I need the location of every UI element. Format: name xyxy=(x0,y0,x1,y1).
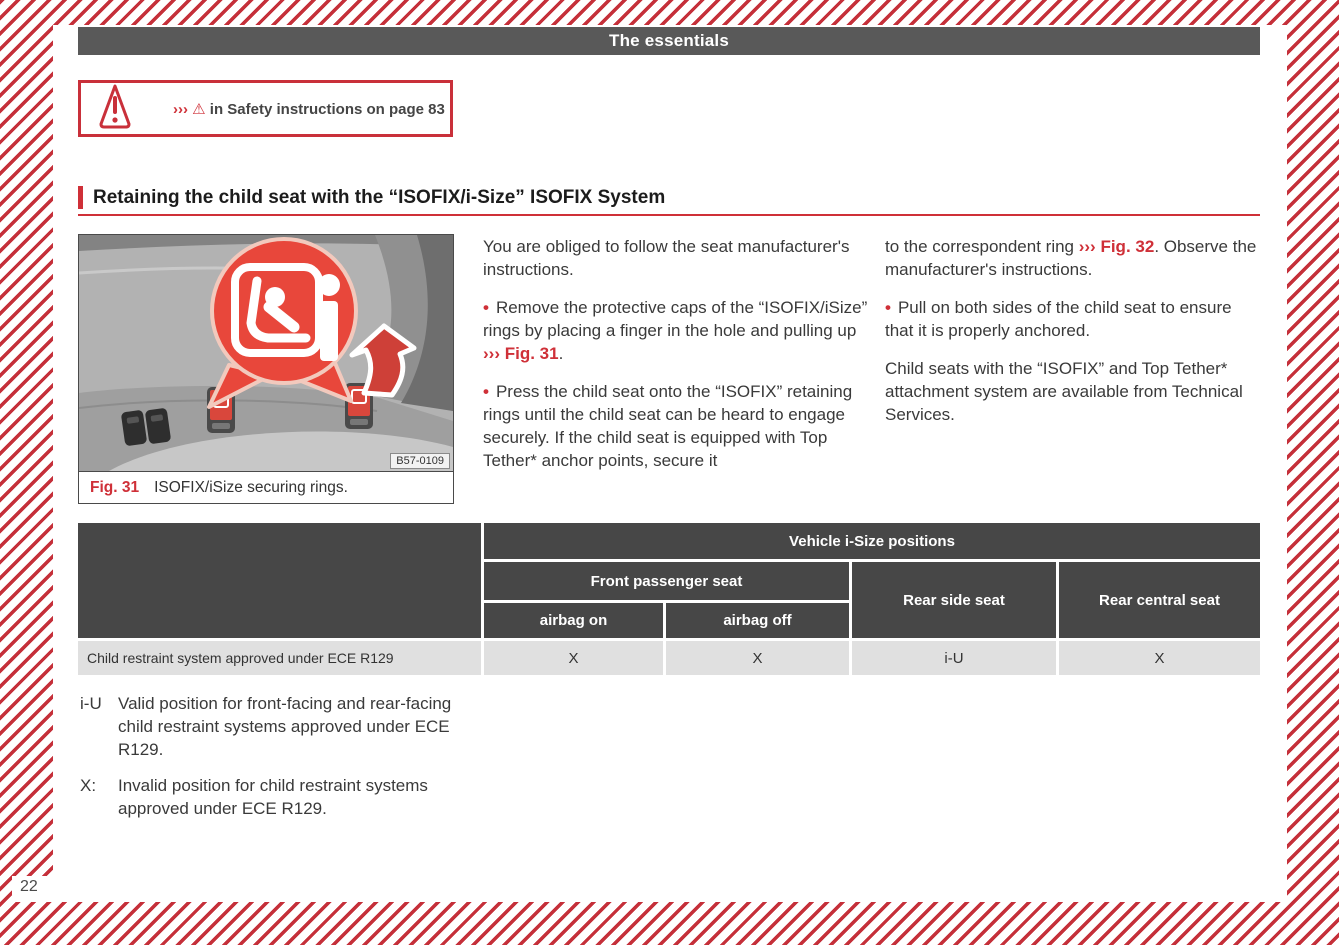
bullet-text: Press the child seat onto the “ISOFIX” retaining rings until the child seat can be heard to engage securely. If the child seat is equipped with Top Tether* anchor points, secure it xyxy=(483,382,853,470)
figure-31-image xyxy=(79,235,453,471)
table-value-rear-side: i-U xyxy=(852,641,1056,675)
paragraph: You are obliged to follow the seat manufacturer's instructions. xyxy=(483,237,850,279)
table-header-rear-side: Rear side seat xyxy=(852,562,1056,638)
table-header-airbag-off: airbag off xyxy=(666,603,849,638)
table-legend xyxy=(80,692,482,833)
safety-warning-box xyxy=(78,80,453,137)
table-header-front-passenger: Front passenger seat xyxy=(484,562,849,600)
bullet-text: Remove the protective caps of the “ISOFIX/iSize” rings by placing a finger in the hole and pulling up xyxy=(483,298,868,340)
table-header-airbag-on: airbag on xyxy=(484,603,663,638)
bullet-text: Pull on both sides of the child seat to ensure that it is properly anchored. xyxy=(885,298,1232,340)
paragraph: Child seats with the “ISOFIX” and Top Tether* attachment system are available from Technical Services. xyxy=(885,359,1243,424)
bullet-icon xyxy=(885,298,898,317)
bullet-item xyxy=(483,380,868,472)
bullet-icon xyxy=(483,298,496,317)
chevrons-icon: ››› xyxy=(483,344,505,363)
legend-definition: Invalid position for child restraint systems approved under ECE R129. xyxy=(118,776,428,818)
table-value-airbag-on: X xyxy=(484,641,663,675)
page-number: 22 xyxy=(20,878,38,895)
bullet-text-end: . xyxy=(558,344,564,363)
chevrons-icon: ››› xyxy=(173,100,188,118)
figure-31-caption xyxy=(79,471,453,503)
table-title-cell: Vehicle i-Size positions xyxy=(484,523,1260,559)
figure-31-panel xyxy=(78,234,454,504)
warning-label: in Safety instructions on page 83 xyxy=(209,100,445,118)
paragraph xyxy=(885,235,1262,281)
table-corner-cell xyxy=(78,523,481,638)
section-heading xyxy=(78,186,1260,216)
section-rule xyxy=(78,214,1260,216)
inline-warning-icon: ⚠ xyxy=(192,100,206,118)
table-value-airbag-off: X xyxy=(666,641,849,675)
isofix-seat-illustration xyxy=(79,235,453,471)
figure-reference: Fig. 32 xyxy=(1100,237,1155,256)
figure-caption-text: ISOFIX/iSize securing rings. xyxy=(154,478,348,496)
isize-positions-table xyxy=(78,523,1260,675)
legend-term: i-U xyxy=(80,694,102,713)
paragraph-text: to the correspondent ring xyxy=(885,237,1079,256)
column-right xyxy=(885,235,1262,441)
chapter-header: The essentials xyxy=(78,27,1260,55)
bullet-item xyxy=(885,296,1262,342)
table-header-rear-central: Rear central seat xyxy=(1059,562,1260,638)
figure-image-code: B57-0109 xyxy=(390,453,450,469)
figure-label: Fig. 31 xyxy=(90,478,140,496)
warning-text xyxy=(173,100,445,118)
figure-reference: Fig. 31 xyxy=(504,344,559,363)
bullet-item xyxy=(483,296,868,365)
legend-entry xyxy=(80,692,482,761)
warning-triangle-icon xyxy=(99,82,131,135)
legend-definition: Valid position for front-facing and rear-facing child restraint systems approved under ECE R129. xyxy=(118,694,452,759)
section-title: Retaining the child seat with the “ISOFIX/i-Size” ISOFIX System xyxy=(78,186,1260,209)
paragraph-text-end: . Observe the manufacturer's instructions. xyxy=(885,237,1257,279)
legend-term: X: xyxy=(80,776,97,795)
column-middle xyxy=(483,235,868,487)
isize-speech-bubble xyxy=(209,239,356,407)
table-value-rear-central: X xyxy=(1059,641,1260,675)
chevrons-icon: ››› xyxy=(1078,237,1101,256)
legend-entry xyxy=(80,774,482,820)
bullet-icon xyxy=(483,382,496,401)
table-row-label: Child restraint system approved under ECE R129 xyxy=(78,641,481,675)
